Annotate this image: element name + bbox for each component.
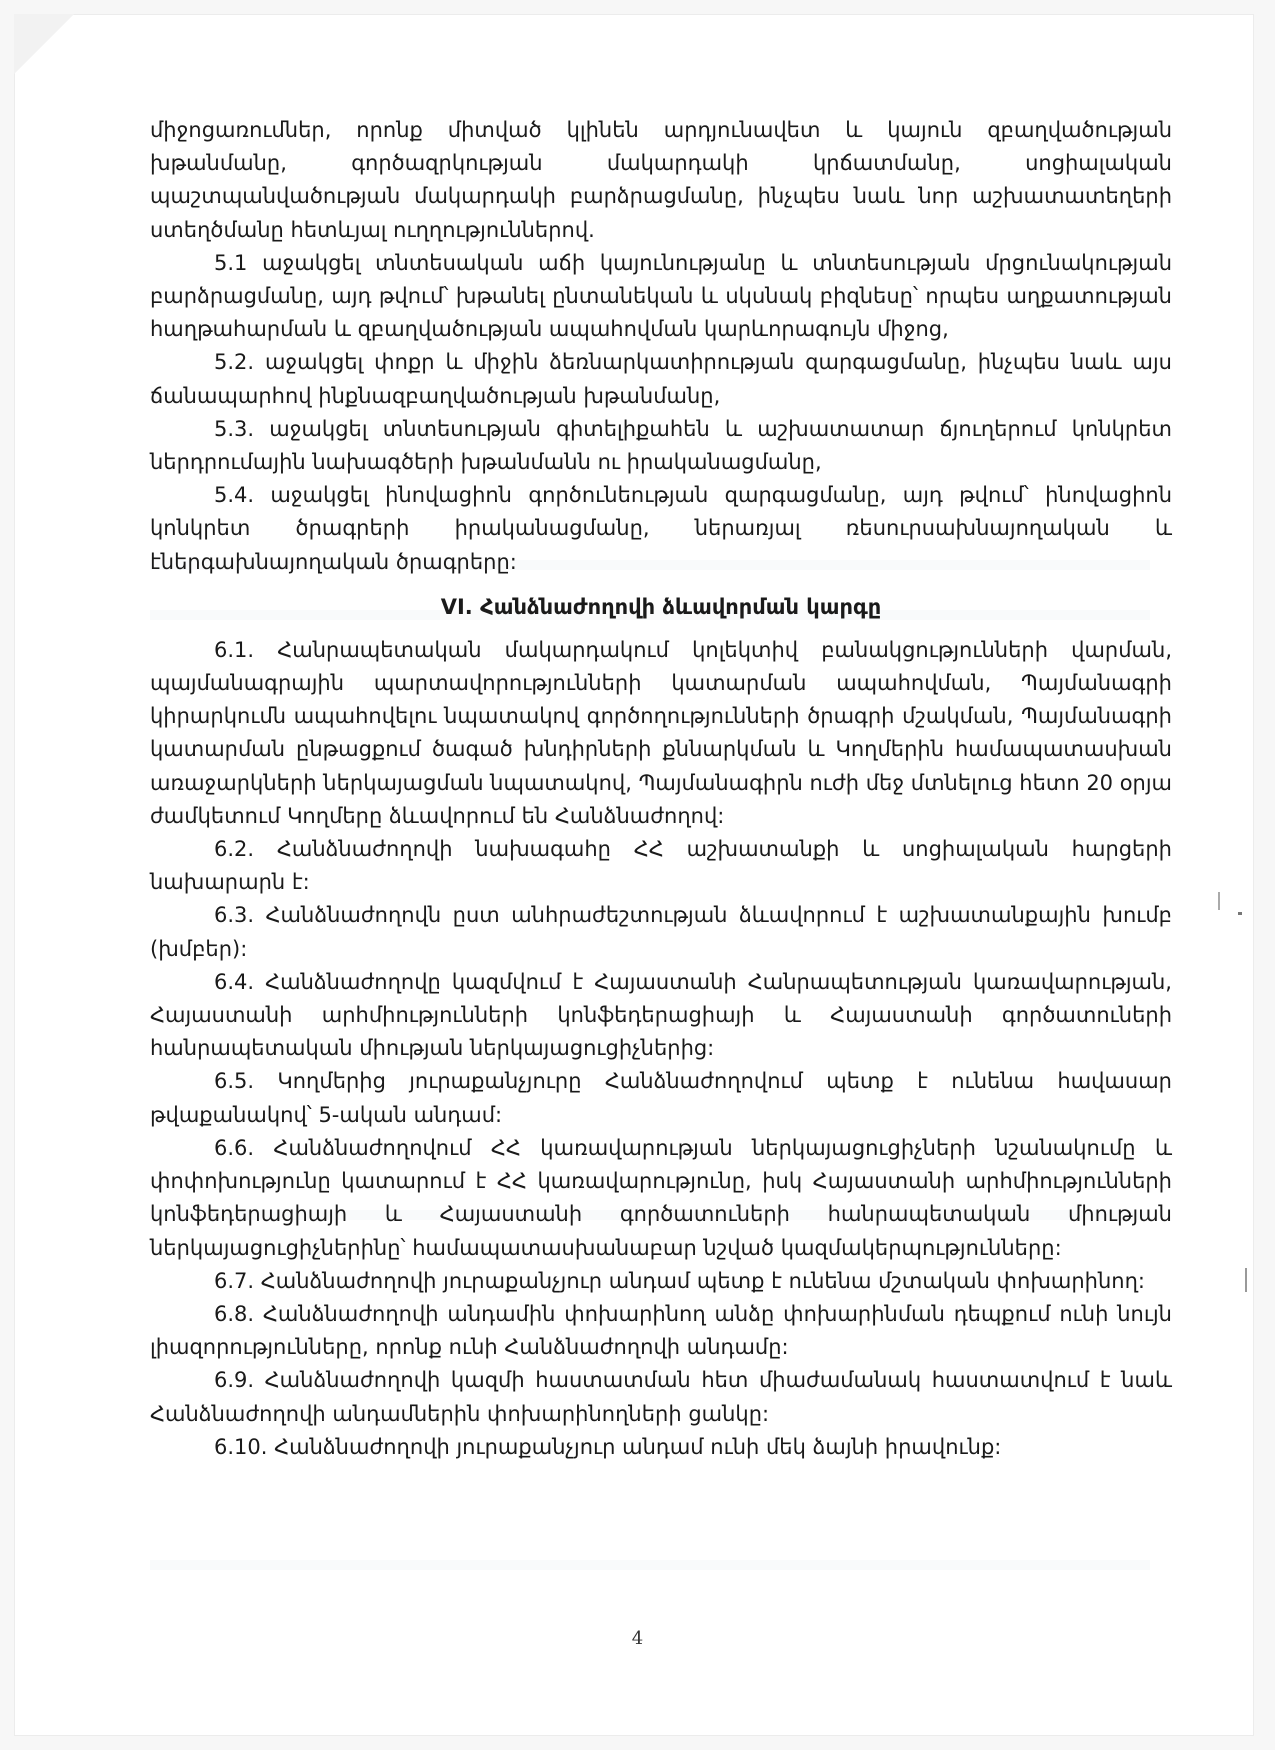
paragraph-6-2: 6.2. Հանձնաժողովի նախագահը ՀՀ աշխատանքի և սոցիալական հարցերի նախարարն է: (150, 837, 1172, 895)
document-body (150, 114, 1172, 1464)
paragraph-intro: միջոցառումներ, որոնք միտված կլինեն արդյունավետ և կայուն զբաղվածության խթանմանը, գործազրկության մակարդակի կրճատմանը, սոցիալական պաշտպանվածության մակարդակի բարձրացմանը, ինչպես նաև նոր աշխատատեղերի ստեղծմանը հետևյալ ուղղություններով. (150, 118, 1172, 242)
paragraph-6-5: 6.5. Կողմերից յուրաքանչյուրը Հանձնաժողովում պետք է ունենա հավասար թվաքանակով՝ 5-ական անդամ: (150, 1069, 1172, 1127)
paragraph-6-4: 6.4. Հանձնաժողովը կազմվում է Հայաստանի Հանրապետության կառավարության, Հայաստանի արհմիությունների կոնֆեդերացիայի և Հայաստանի գործատուների հանրապետական միության ներկայացուցիչներից: (150, 969, 1172, 1061)
paragraph-6-10: 6.10. Հանձնաժողովի յուրաքանչյուր անդամ ունի մեկ ձայնի իրավունք: (214, 1434, 1002, 1459)
paragraph-6-3: 6.3. Հանձնաժողովն ըստ անհրաժեշտության ձևավորում է աշխատանքային խումբ (խմբեր): (150, 903, 1172, 961)
show-through-mark (150, 1560, 1150, 1570)
paragraph-5-4: 5.4. աջակցել ինովացիոն գործունեության զարգացմանը, այդ թվում՝ ինովացիոն կոնկրետ ծրագրերի իրականացմանը, ներառյալ ռեսուրսախնայողական և էներգախնայողական ծրագրերը: (150, 483, 1172, 574)
scan-speck (1218, 892, 1220, 910)
paragraph-6-6: 6.6. Հանձնաժողովում ՀՀ կառավարության ներկայացուցիչների նշանակումը և փոփոխությունը կատարում է ՀՀ կառավարությունը, իսկ Հայաստանի արհմիությունների կոնֆեդերացիայի և Հայաստանի գործատուների հանրապետական միության ներկայացուցիչներինը՝ համապատասխանաբար նշված կազմակերպությունները: (150, 1135, 1172, 1260)
scan-speck (1245, 1268, 1247, 1292)
paragraph-6-1: 6.1. Հանրապետական մակարդակում կոլեկտիվ բանակցությունների վարման, պայմանագրային պարտավորությունների կատարման ապահովման, Պայմանագրի կիրարկումն ապահովելու նպատակով գործողությունների ծրագրի մշակման, Պայմանագրի կատարման ընթացքում ծագած խնդիրների քննարկման և Կողմերին համապատասխան առաջարկների ներկայացման նպատակով, Պայմանագիրն ուժի մեջ մտնելուց հետո 20 օրյա ժամկետում Կողմերը ձևավորում են Հանձնաժողով: (150, 637, 1172, 828)
paragraph-5-1: 5.1 աջակցել տնտեսական աճի կայունությանը և տնտեսության մրցունակության բարձրացմանը, այդ թվում՝ խթանել ընտանեկան և սկսնակ բիզնեսը՝ որպես աղքատության հաղթահարման և զբաղվածության ապահովման կարևորագույն միջոց, (150, 250, 1172, 342)
section-heading: VI. Հանձնաժողովի ձևավորման կարգը (440, 594, 882, 619)
page-number: 4 (631, 1628, 644, 1649)
scan-speck (1238, 912, 1242, 915)
paragraph-6-7: 6.7. Հանձնաժողովի յուրաքանչյուր անդամ պետք է ունենա մշտական փոխարինող: (214, 1268, 1145, 1293)
paragraph-6-9: 6.9. Հանձնաժողովի կազմի հաստատման հետ միաժամանակ հաստատվում է նաև Հանձնաժողովի անդամներին փոխարինողների ցանկը: (150, 1368, 1172, 1426)
paragraph-5-3: 5.3. աջակցել տնտեսության գիտելիքահեն և աշխատատար ճյուղերում կոնկրետ ներդրումային նախագծերի խթանմանն ու իրականացմանը, (150, 416, 1172, 475)
paragraph-6-8: 6.8. Հանձնաժողովի անդամին փոխարինող անձը փոխարինման դեպքում ունի նույն լիազորությունները, որոնք ունի Հանձնաժողովի անդամը: (150, 1301, 1172, 1360)
folded-corner (14, 14, 74, 74)
paragraph-5-2: 5.2. աջակցել փոքր և միջին ձեռնարկատիրության զարգացմանը, ինչպես նաև այս ճանապարհով ինքնազբաղվածության խթանմանը, (150, 350, 1172, 408)
